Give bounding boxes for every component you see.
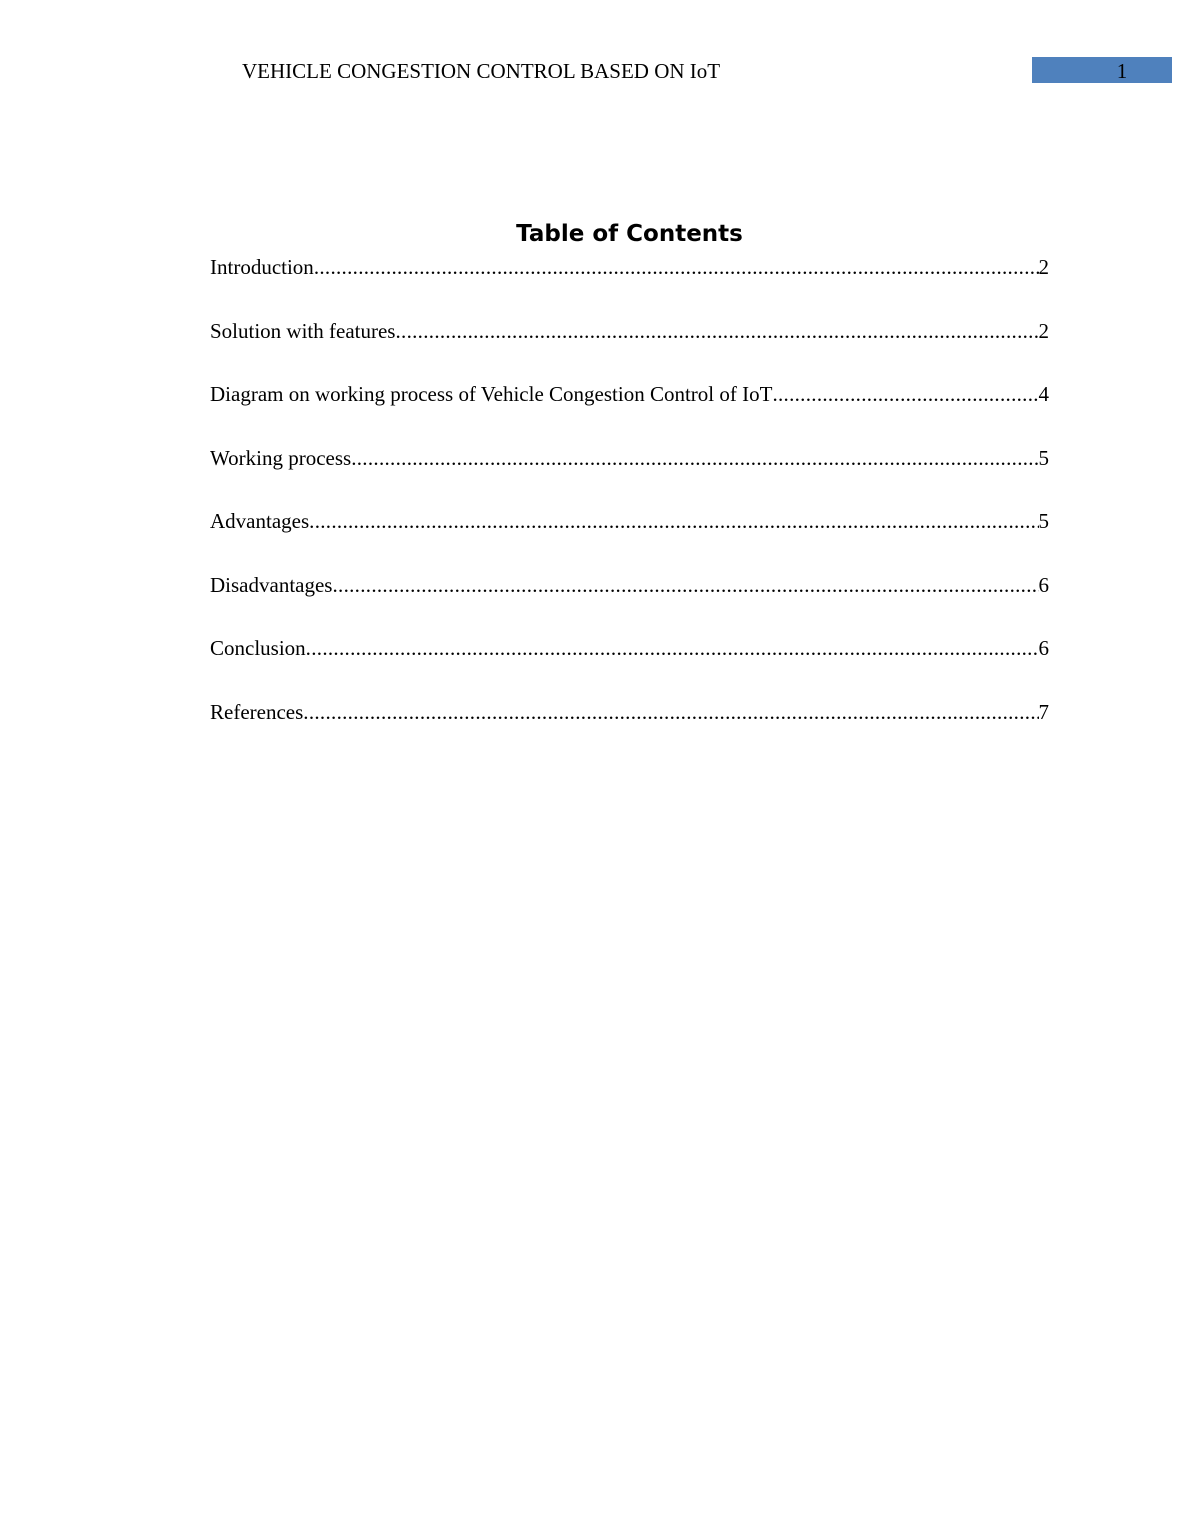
toc-entry-label: Advantages: [210, 509, 310, 533]
dot-leader: [395, 317, 1038, 345]
toc-entry-label: Disadvantages: [210, 572, 333, 597]
toc-entry-solution-with-features[interactable]: [210, 317, 1049, 381]
dot-leader: [772, 380, 1038, 408]
dot-leader: [332, 571, 1038, 599]
toc-entry-label: Working process: [210, 445, 352, 470]
toc-entry-page: 6: [1038, 572, 1049, 597]
toc-entry-conclusion[interactable]: [210, 634, 1049, 698]
toc-entry-page: 4: [1038, 382, 1049, 406]
table-of-contents: [210, 253, 1049, 761]
toc-entry-references[interactable]: [210, 698, 1049, 762]
dot-leader: [314, 253, 1039, 281]
toc-entry-page: 6: [1038, 636, 1049, 660]
toc-entry-advantages[interactable]: [210, 507, 1049, 571]
toc-entry-disadvantages[interactable]: [210, 571, 1049, 635]
toc-entry-page: 5: [1038, 445, 1049, 470]
dot-leader: [351, 444, 1038, 472]
running-header-title: VEHICLE CONGESTION CONTROL BASED ON IoT: [242, 59, 721, 83]
toc-entry-label: Solution with features: [210, 318, 396, 343]
toc-entry-working-process[interactable]: [210, 444, 1049, 508]
page-number-badge: [1032, 57, 1172, 83]
toc-entry-label: Introduction: [210, 255, 314, 279]
toc-entry-diagram[interactable]: [210, 380, 1049, 444]
dot-leader: [303, 698, 1038, 726]
toc-entry-label: Diagram on working process of Vehicle Congestion Control of IoT: [210, 382, 773, 406]
toc-entry-page: 7: [1038, 699, 1049, 724]
dot-leader: [306, 634, 1039, 662]
toc-entry-introduction[interactable]: [210, 253, 1049, 317]
toc-entry-label: References: [210, 699, 304, 724]
toc-entry-page: 2: [1038, 318, 1049, 343]
toc-entry-page: 2: [1038, 255, 1049, 279]
toc-heading: Table of Contents: [516, 221, 743, 247]
toc-entry-label: Conclusion: [210, 636, 306, 660]
toc-entry-page: 5: [1038, 509, 1049, 533]
page-number: 1: [1116, 59, 1128, 83]
dot-leader: [309, 507, 1038, 535]
